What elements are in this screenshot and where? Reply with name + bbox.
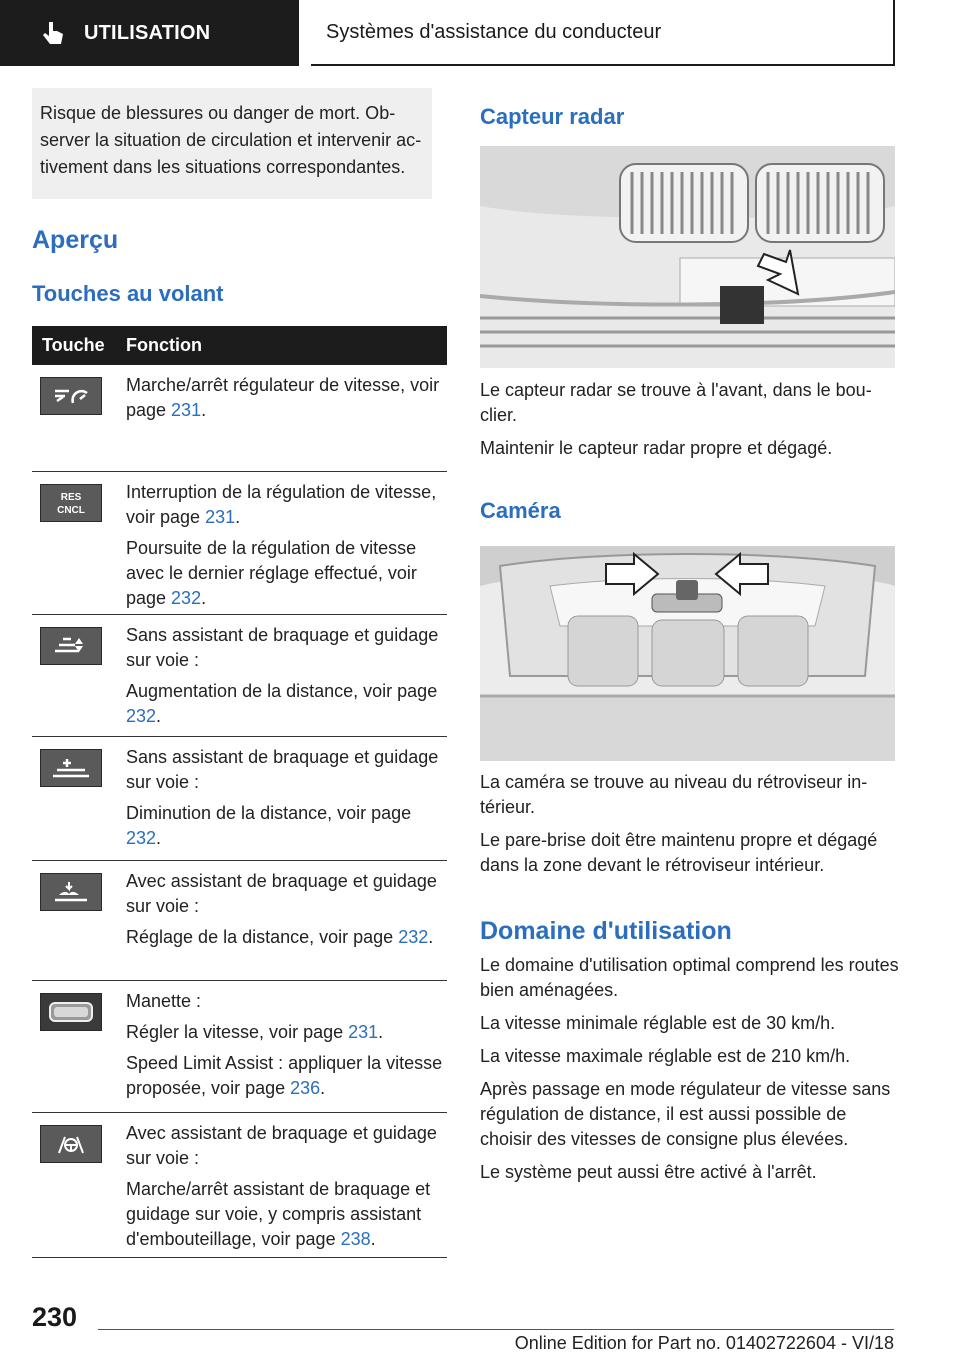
res-cncl-icon xyxy=(40,484,102,522)
page-link[interactable]: 238 xyxy=(340,1229,371,1249)
steering-assistant-icon xyxy=(40,1125,102,1163)
distance-increase-icon xyxy=(40,627,102,665)
page-link[interactable]: 231 xyxy=(348,1022,379,1042)
section-tab[interactable] xyxy=(0,0,299,66)
camera-paragraph-2: Le pare-brise doit être maintenu propre et dégagé dans la zone devant le rétroviseur intérieur. xyxy=(480,830,878,875)
radar-text xyxy=(480,378,900,469)
distance-decrease-icon xyxy=(40,749,102,787)
page-link[interactable]: 232 xyxy=(398,927,429,947)
svg-text:CNCL: CNCL xyxy=(57,505,85,516)
steering-buttons-heading: Touches au volant xyxy=(32,281,224,306)
radar-paragraph-2: Maintenir le capteur radar propre et dégagé. xyxy=(480,438,833,458)
table-header xyxy=(32,326,447,365)
row-description: Marche/arrêt régulateur de vitesse, voir page 231. xyxy=(126,375,440,420)
warning-box: Risque de blessures ou danger de mort. Observer la situation de circulation et intervenir activement dans les situations correspondantes. xyxy=(32,88,432,199)
radar-paragraph-1: Le capteur radar se trouve à l'avant, dans le bouclier. xyxy=(480,380,872,425)
row-description: Interruption de la régulation de vitesse, voir page 231. Poursuite de la régulation de vitesse avec le dernier réglage effectué, voir page 232. xyxy=(126,482,437,608)
table-row xyxy=(32,861,447,981)
page-link[interactable]: 231 xyxy=(205,507,236,527)
chapter-title: Systèmes d'assistance du conducteur xyxy=(326,20,662,43)
table-row xyxy=(32,365,447,472)
section-label: UTILISATION xyxy=(84,21,211,44)
camera-text xyxy=(480,770,900,886)
table-row xyxy=(32,737,447,861)
usage-paragraph-4: Après passage en mode régulateur de vitesse sans régulation de distance, il est aussi possible de choisir des vitesses de consigne plus élevées. xyxy=(480,1079,891,1149)
page-link[interactable]: 232 xyxy=(126,706,157,726)
camera-paragraph-1: La caméra se trouve au niveau du rétroviseur intérieur. xyxy=(480,772,868,817)
camera-heading: Caméra xyxy=(480,498,561,523)
footer-divider xyxy=(98,1329,894,1330)
radar-sensor-photo xyxy=(480,146,895,368)
usage-paragraph-3: La vitesse maximale réglable est de 210 km/h. xyxy=(480,1046,851,1066)
buttons-table xyxy=(32,326,447,1258)
svg-text:RES: RES xyxy=(60,492,82,503)
cruise-control-onoff-icon xyxy=(40,377,102,415)
usage-domain-text xyxy=(480,953,900,1193)
usage-domain-heading: Domaine d'utilisation xyxy=(480,917,732,945)
page-link[interactable]: 232 xyxy=(171,588,202,608)
column-header-touche: Touche xyxy=(42,335,105,355)
usage-paragraph-5: Le système peut aussi être activé à l'arrêt. xyxy=(480,1162,817,1182)
column-header-fonction: Fonction xyxy=(126,335,202,355)
row-description: Avec assistant de braquage et guidage sur voie : Marche/arrêt assistant de braquage et guidage sur voie, y compris assistant d'embouteillage, voir page 238. xyxy=(126,1123,437,1249)
camera-photo xyxy=(480,546,895,761)
row-description: Manette : Régler la vitesse, voir page 231. Speed Limit Assist : appliquer la vitesse proposée, voir page 236. xyxy=(126,991,443,1098)
overview-heading: Aperçu xyxy=(32,226,119,254)
rocker-switch-icon xyxy=(40,993,102,1031)
hand-pointer-icon xyxy=(34,13,74,53)
edition-note: Online Edition for Part no. 01402722604 - VI/18 xyxy=(514,1333,894,1353)
page-link[interactable]: 232 xyxy=(126,828,157,848)
chapter-title-box xyxy=(311,0,895,66)
table-row xyxy=(32,981,447,1113)
radar-sensor-heading: Capteur radar xyxy=(480,104,625,129)
row-description: Sans assistant de braquage et guidage sur voie : Augmentation de la distance, voir page 232. xyxy=(126,625,439,726)
table-row xyxy=(32,1113,447,1258)
table-row xyxy=(32,615,447,737)
page-link[interactable]: 231 xyxy=(171,400,202,420)
usage-paragraph-2: La vitesse minimale réglable est de 30 km/h. xyxy=(480,1013,836,1033)
row-description: Sans assistant de braquage et guidage sur voie : Diminution de la distance, voir page 232. xyxy=(126,747,439,848)
usage-paragraph-1: Le domaine d'utilisation optimal comprend les routes bien aménagées. xyxy=(480,955,899,1000)
page-link[interactable]: 236 xyxy=(290,1078,321,1098)
table-row xyxy=(32,472,447,615)
page-number: 230 xyxy=(32,1302,78,1332)
distance-setting-icon xyxy=(40,873,102,911)
row-description: Avec assistant de braquage et guidage sur voie : Réglage de la distance, voir page 232. xyxy=(126,871,437,947)
